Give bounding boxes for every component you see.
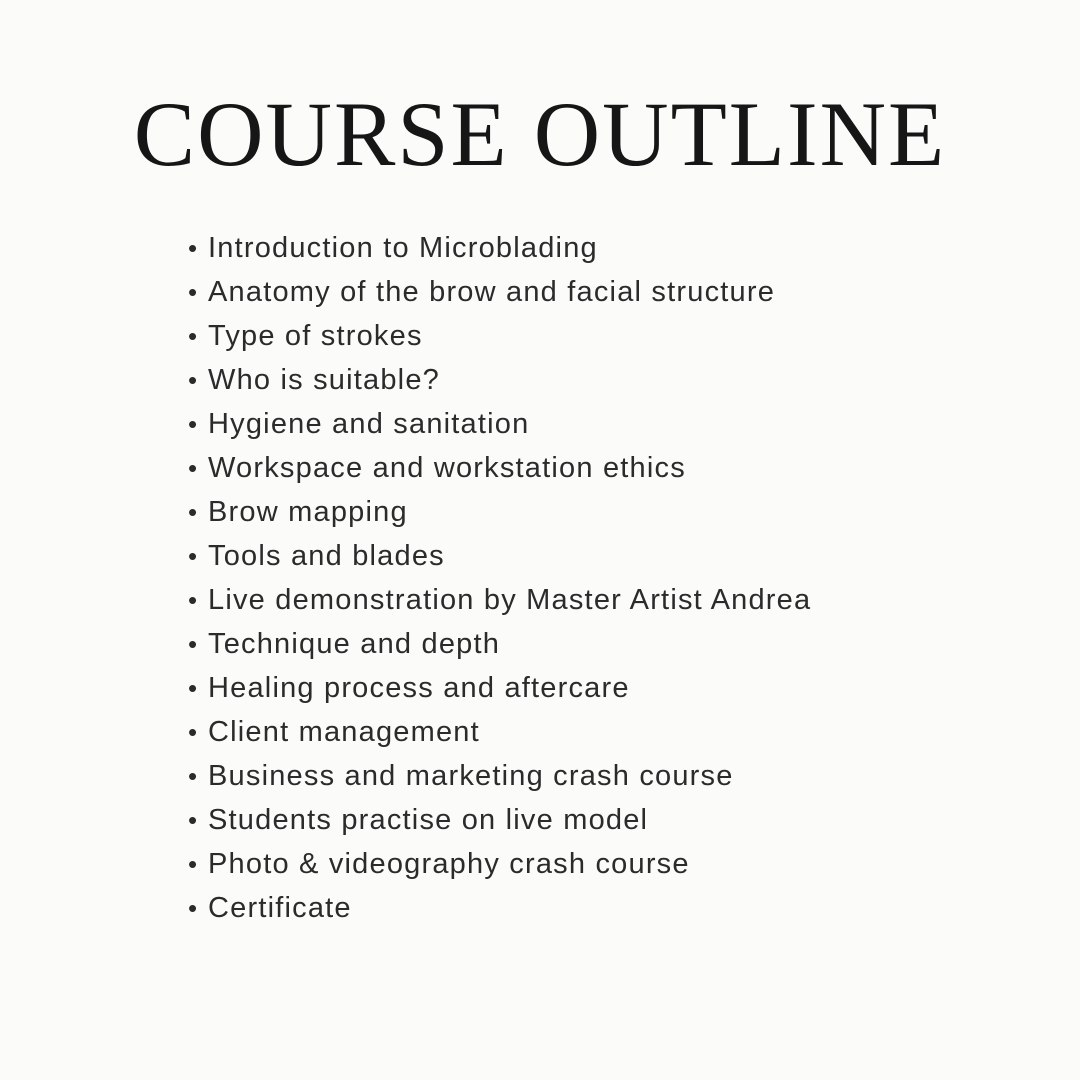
list-item <box>188 314 811 358</box>
list-item-label: Anatomy of the brow and facial structure <box>208 276 776 308</box>
list-item-label: Technique and depth <box>208 628 501 660</box>
bullet-icon: • <box>188 585 199 615</box>
list-item <box>188 358 811 402</box>
list-item <box>188 622 811 666</box>
list-item-label: Workspace and workstation ethics <box>208 452 686 484</box>
bullet-icon: • <box>188 717 199 747</box>
list-item <box>188 446 811 490</box>
page-title: COURSE OUTLINE <box>133 83 947 185</box>
list-item <box>188 270 811 314</box>
list-item-label: Brow mapping <box>208 496 408 528</box>
list-item <box>188 754 811 798</box>
list-item-label: Photo & videography crash course <box>208 848 690 880</box>
list-item <box>188 842 811 886</box>
bullet-icon: • <box>188 321 199 351</box>
bullet-icon: • <box>188 365 199 395</box>
bullet-icon: • <box>188 453 199 483</box>
list-item <box>188 798 811 842</box>
list-item-label: Certificate <box>208 892 352 924</box>
list-item-label: Introduction to Microblading <box>208 232 598 264</box>
bullet-icon: • <box>188 541 199 571</box>
list-item-label: Who is suitable? <box>208 364 440 396</box>
bullet-icon: • <box>188 409 199 439</box>
list-item <box>188 666 811 710</box>
list-item-label: Hygiene and sanitation <box>208 408 530 440</box>
course-outline-list <box>188 226 811 930</box>
list-item-label: Client management <box>208 716 480 748</box>
list-item-label: Business and marketing crash course <box>208 760 734 792</box>
list-item-label: Healing process and aftercare <box>208 672 630 704</box>
bullet-icon: • <box>188 673 199 703</box>
bullet-icon: • <box>188 497 199 527</box>
list-item <box>188 578 811 622</box>
list-item <box>188 886 811 930</box>
bullet-icon: • <box>188 893 199 923</box>
list-item <box>188 710 811 754</box>
list-item <box>188 402 811 446</box>
bullet-icon: • <box>188 849 199 879</box>
bullet-icon: • <box>188 277 199 307</box>
list-item-label: Students practise on live model <box>208 804 649 836</box>
list-item-label: Live demonstration by Master Artist Andrea <box>208 584 812 616</box>
list-item <box>188 534 811 578</box>
list-item-label: Type of strokes <box>208 320 423 352</box>
list-item <box>188 490 811 534</box>
bullet-icon: • <box>188 233 199 263</box>
list-item <box>188 226 811 270</box>
bullet-icon: • <box>188 805 199 835</box>
bullet-icon: • <box>188 629 199 659</box>
list-item-label: Tools and blades <box>208 540 445 572</box>
bullet-icon: • <box>188 761 199 791</box>
